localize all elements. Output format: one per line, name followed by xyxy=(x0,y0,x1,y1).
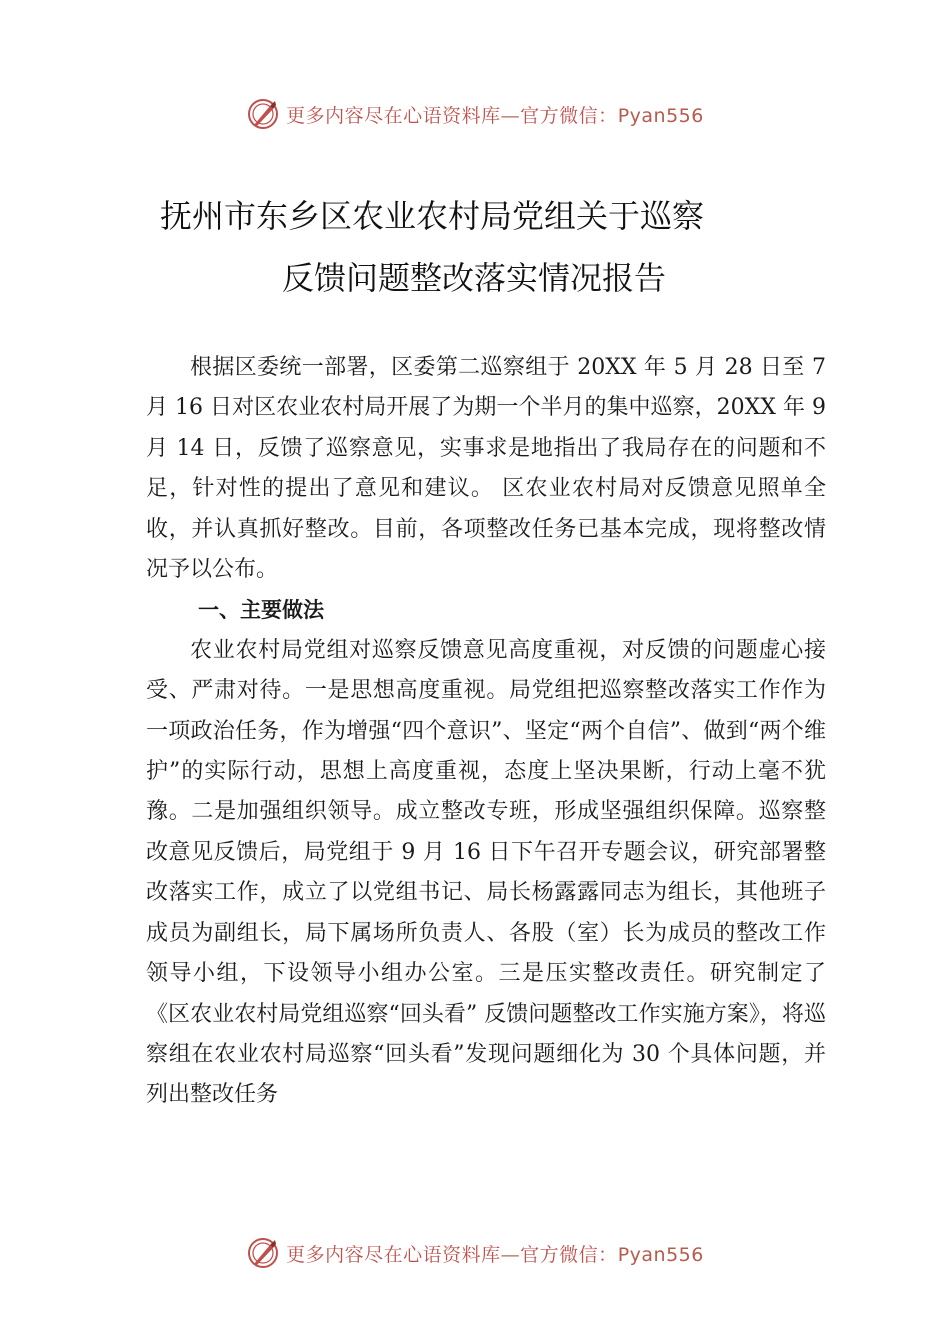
quill-pen-logo-icon xyxy=(246,1236,280,1270)
banner-separator: — xyxy=(500,104,521,127)
document-body xyxy=(146,348,826,1116)
document-title-line-2: 反馈问题整改落实情况报告 xyxy=(282,259,667,297)
header-banner xyxy=(0,94,950,134)
quill-pen-logo-icon xyxy=(246,97,280,131)
banner-brand: 更多内容尽在心语资料库 xyxy=(286,1243,501,1266)
banner-wechat-label: 官方微信： xyxy=(520,104,618,127)
banner-wechat-label: 官方微信： xyxy=(520,1243,618,1266)
section-heading-main-practices: 一、主要做法 xyxy=(198,598,324,623)
banner-text xyxy=(286,101,704,128)
banner-brand: 更多内容尽在心语资料库 xyxy=(286,104,501,127)
banner-wechat-id: Pyan556 xyxy=(617,104,704,127)
document-title-line-1: 抚州市东乡区农业农村局党组关于巡察 xyxy=(160,197,705,235)
paragraph-main-practices: 农业农村局党组对巡察反馈意见高度重视，对反馈的问题虚心接受、严肃对待。一是思想高度重视。局党组把巡察整改落实工作作为一项政治任务，作为增强“四个意识”、坚定“两个自信”、做到“两个维护”的实际行动，思想上高度重视，态度上坚决果断，行动上毫不犹豫。二是加强组织领导。成立整改专班，形成坚强组织保障。巡察整改意见反馈后，局党组于 9 月 16 日下午召开专题会议，研究部署整改落实工作，成立了以党组书记、局长杨露露同志为组长，其他班子成员为副组长，局下属场所负责人、各股（室）长为成员的整改工作领导小组，下设领导小组办公室。三是压实整改责任。研究制定了《区农业农村局党组巡察“回头看” 反馈问题整改工作实施方案》，将巡察组在农业农村局巡察“回头看”发现问题细化为 30 个具体问题，并列出整改任务 xyxy=(146,637,826,1108)
footer-banner xyxy=(0,1233,950,1273)
paragraph-intro: 根据区委统一部署，区委第二巡察组于 20XX 年 5 月 28 日至 7 月 16 日对区农业农村局开展了为期一个半月的集中巡察，20XX 年 9 月 14 日，反馈了巡察意见，实事求是地指出了我局存在的问题和不足，针对性的提出了意见和建议。 区农业农村局对反馈意见照单全收，并认真抓好整改。目前，各项整改任务已基本完成，现将整改情况予以公布。 xyxy=(146,355,826,583)
banner-separator: — xyxy=(500,1243,521,1266)
banner-text xyxy=(286,1240,704,1267)
banner-wechat-id: Pyan556 xyxy=(617,1243,704,1266)
